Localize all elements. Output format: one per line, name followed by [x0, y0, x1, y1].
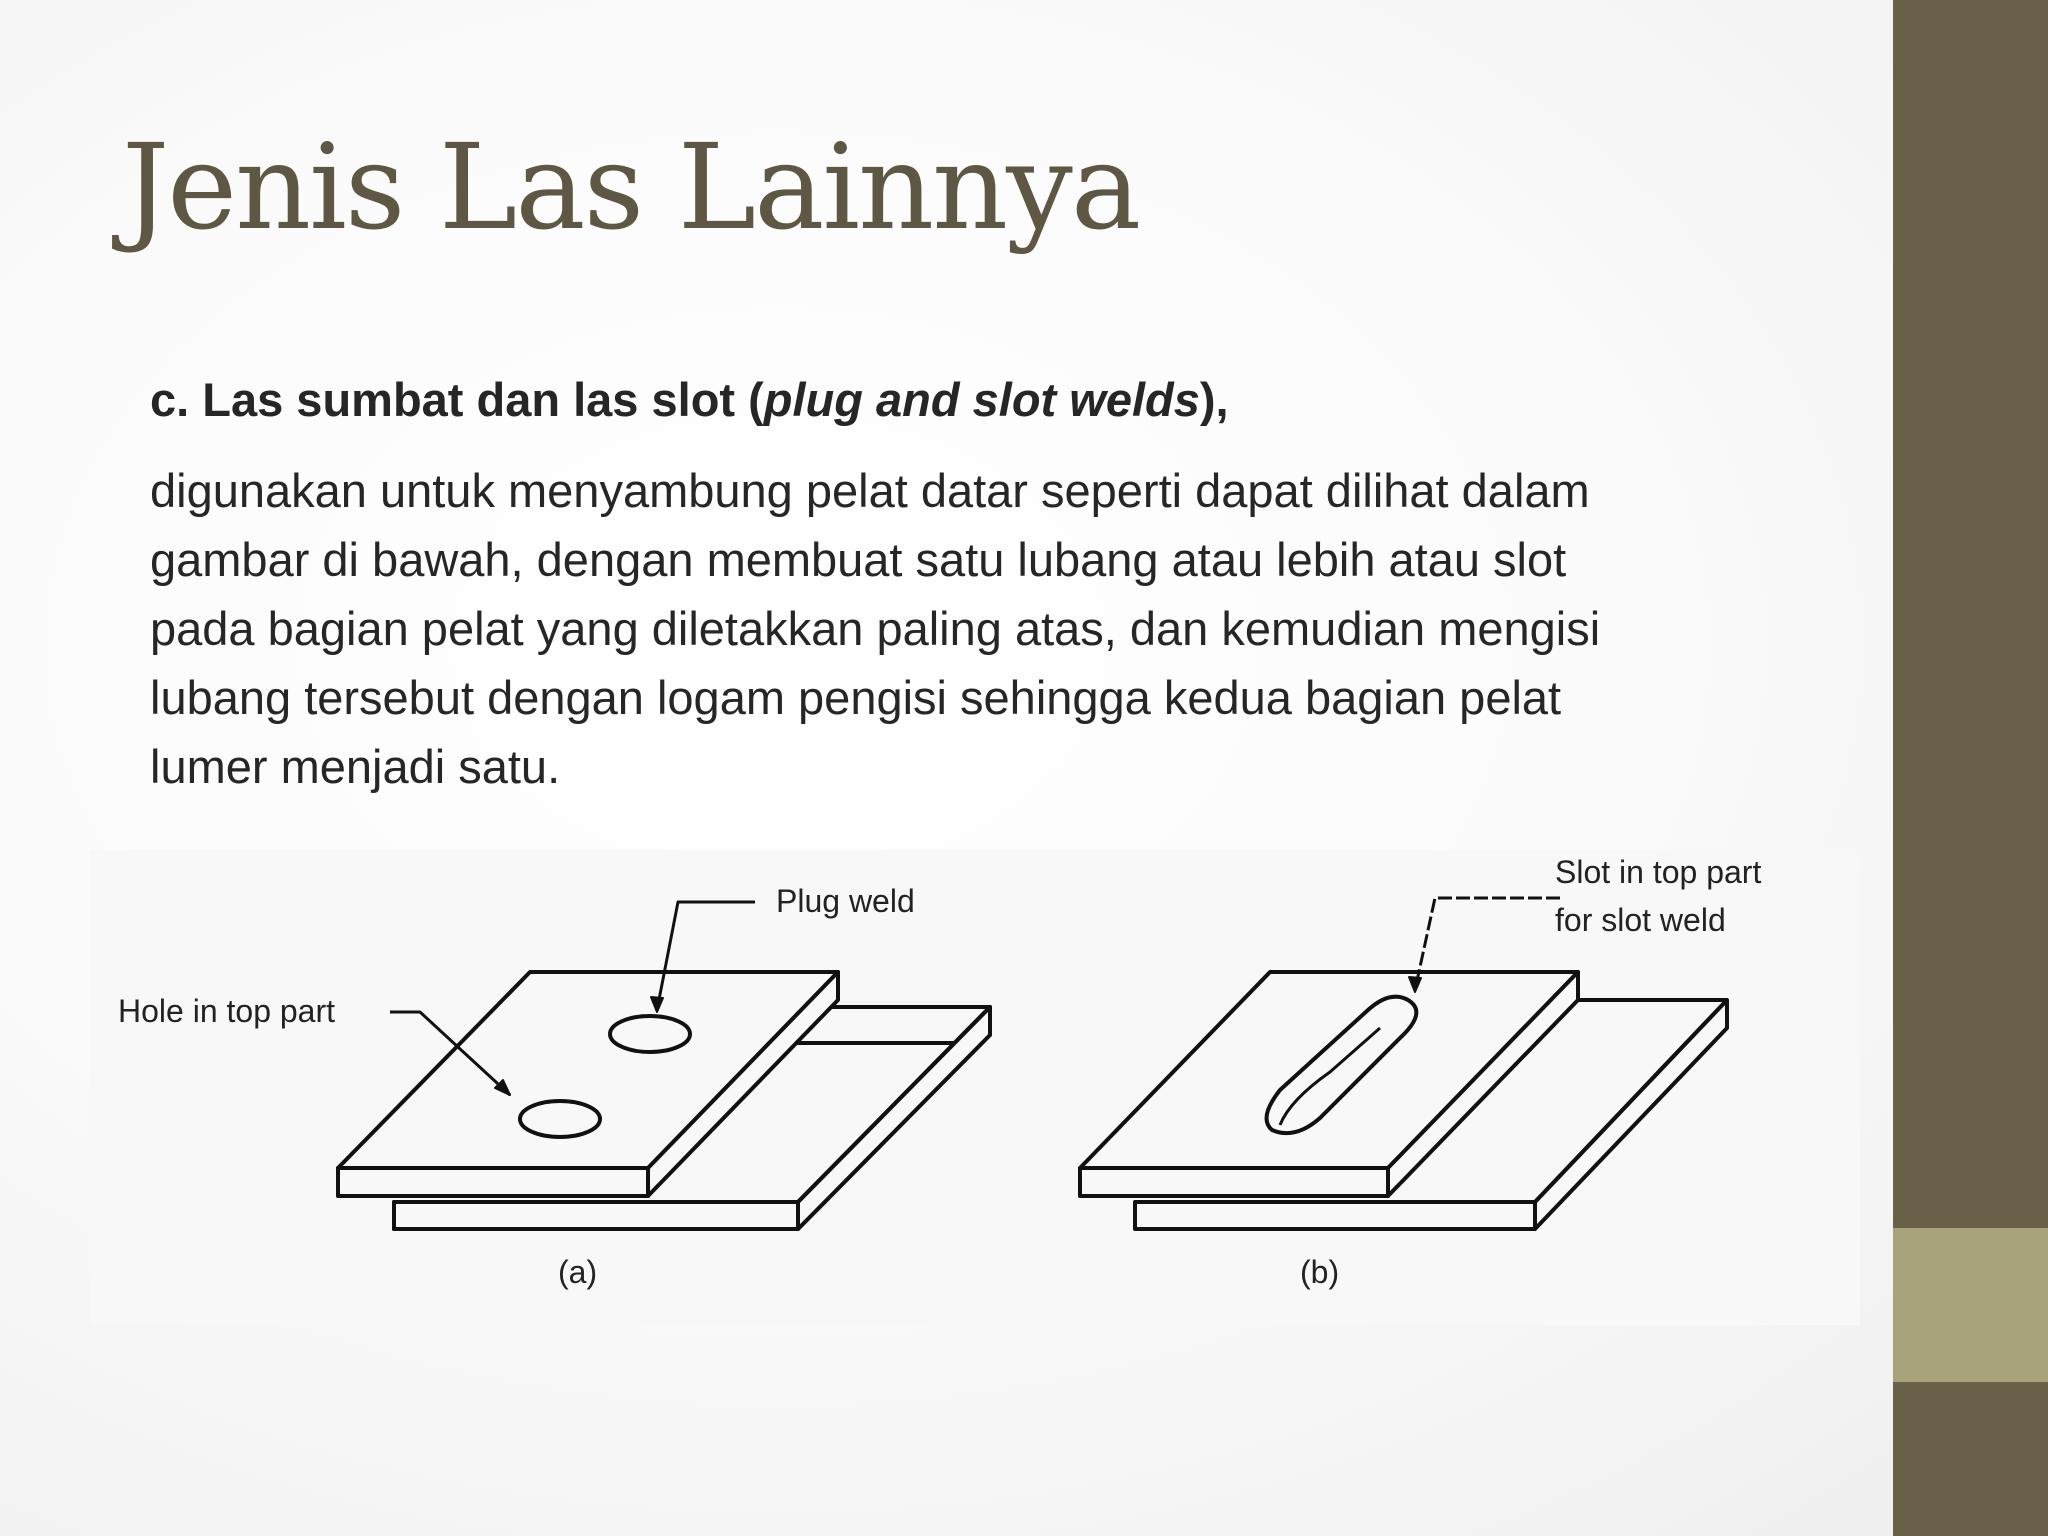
subheading-italic: plug and slot welds: [763, 373, 1200, 426]
subheading-prefix: c. Las sumbat dan las slot (: [150, 373, 764, 426]
slide-title: Jenis Las Lainnya: [122, 118, 1140, 256]
label-slot-line-2: for slot weld: [1555, 902, 1726, 938]
figure-b-drawing: [1080, 898, 1727, 1229]
figure-a-hole-1: [520, 1101, 600, 1137]
subheading: [150, 372, 1229, 427]
body-line: lubang tersebut dengan logam pengisi sehingga kedua bagian pelat: [150, 671, 1562, 724]
body-line: lumer menjadi satu.: [150, 740, 561, 793]
weld-diagram: [90, 850, 1860, 1325]
caption-b: (b): [1300, 1254, 1340, 1290]
subheading-suffix: ),: [1199, 373, 1229, 426]
caption-a: (a): [558, 1254, 598, 1290]
label-hole-in-top-part: Hole in top part: [118, 993, 336, 1029]
label-slot-line-1: Slot in top part: [1555, 854, 1762, 890]
figure-a-top-plate: [338, 972, 838, 1196]
body-line: pada bagian pelat yang diletakkan paling atas, dan kemudian mengisi: [150, 602, 1601, 655]
figure-a-drawing: [338, 902, 990, 1229]
side-accent-block: [1893, 1228, 2048, 1382]
figure-a-plug-weld-hole: [610, 1016, 690, 1052]
body-line: digunakan untuk menyambung pelat datar seperti dapat dilihat dalam: [150, 464, 1590, 517]
body-paragraph: [150, 456, 1830, 801]
body-line: gambar di bawah, dengan membuat satu lubang atau lebih atau slot: [150, 533, 1567, 586]
label-plug-weld: Plug weld: [776, 883, 915, 919]
weld-figure: [90, 850, 1860, 1325]
